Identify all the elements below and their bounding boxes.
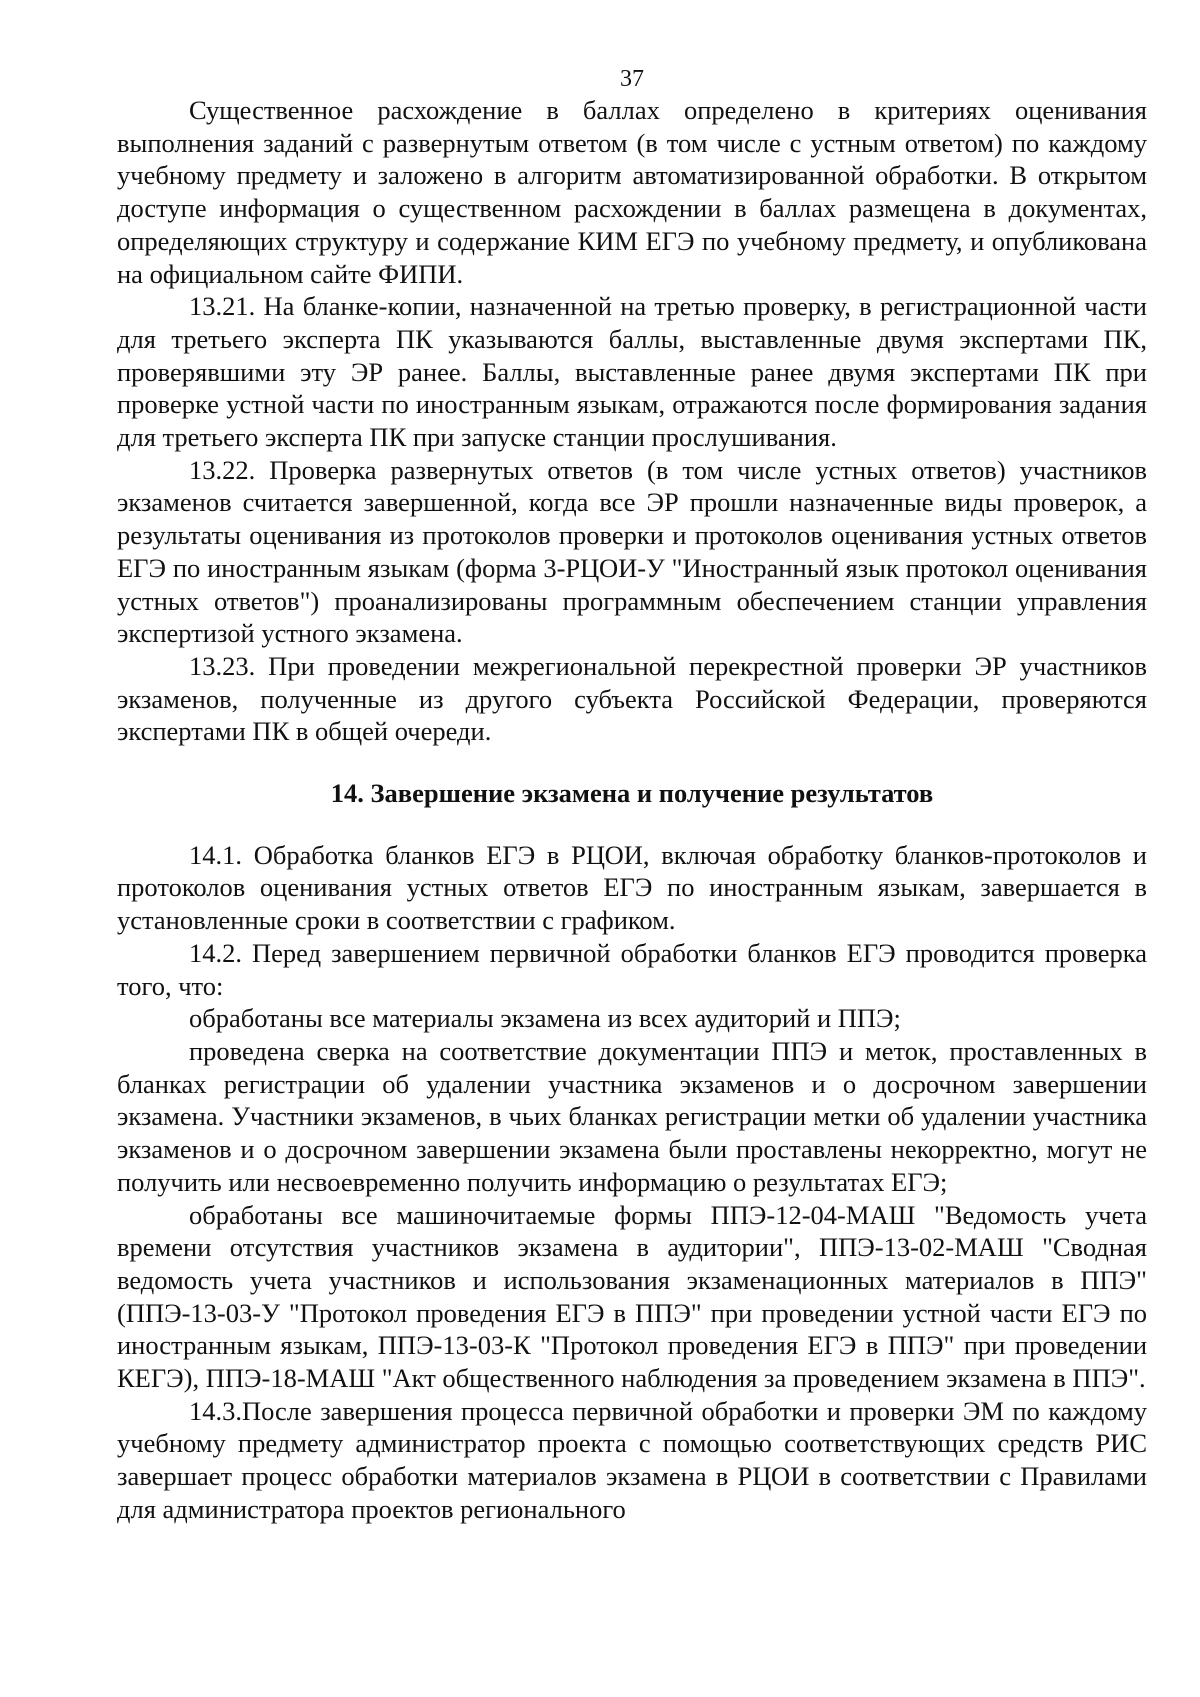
list-item-materials-processed: обработаны все материалы экзамена из всех аудиторий и ППЭ; <box>189 1003 901 1034</box>
paragraph-significant-discrepancy: Существенное расхождение в баллах определено в критериях оценивания выполнения заданий с развернутым ответом (в том числе с устным ответом) по каждому учебному предмету и заложено в алгоритм автоматизированной обработки. В открытом доступе информация о существенном расхождении в баллах размещена в документах, определяющих структуру и содержание КИМ ЕГЭ по учебному предмету, и опубликована на официальном сайте ФИПИ. <box>117 95 1147 289</box>
paragraph-14-1: 14.1. Обработка бланков ЕГЭ в РЦОИ, включая обработку бланков-протоколов и протоколов оценивания устных ответов ЕГЭ по иностранным языкам, завершается в установленные сроки в соответствии с графиком. <box>117 839 1147 936</box>
paragraph-13-23: 13.23. При проведении межрегиональной перекрестной проверки ЭР участников экзаменов, полученные из другого субъекта Российской Федерации, проверяются экспертами ПК в общей очереди. <box>117 650 1147 747</box>
paragraph-13-21: 13.21. На бланке-копии, назначенной на третью проверку, в регистрационной части для третьего эксперта ПК указываются баллы, выставленные двумя экспертами ПК, проверявшими эту ЭР ранее. Баллы, выставленные ранее двумя экспертами ПК при проверке устной части по иностранным языкам, отражаются после формирования задания для третьего эксперта ПК при запуске станции прослушивания. <box>117 291 1147 453</box>
paragraph-13-22: 13.22. Проверка развернутых ответов (в том числе устных ответов) участников экзаменов считается завершенной, когда все ЭР прошли назначенные виды проверок, а результаты оценивания из протоколов проверки и протоколов оценивания устных ответов ЕГЭ по иностранным языкам (форма 3-РЦОИ-У "Иностранный язык протокол оценивания устных ответов") проанализированы программным обеспечением станции управления экспертизой устного экзамена. <box>117 454 1147 649</box>
section-heading: 14. Завершение экзамена и получение результатов <box>330 778 934 809</box>
list-item-reconciliation: проведена сверка на соответствие документации ППЭ и меток, проставленных в бланках регистрации об удалении участника экзаменов и о досрочном завершении экзамена. Участники экзаменов, в чьих бланках регистрации метки об удалении участника экзаменов и о досрочном завершении экзамена были проставлены некорректно, могут не получить или несвоевременно получить информацию о результатах ЕГЭ; <box>117 1035 1147 1197</box>
list-item-machine-readable-forms: обработаны все машиночитаемые формы ППЭ-12-04-МАШ "Ведомость учета времени отсутствия участников экзамена в аудитории", ППЭ-13-02-МАШ "Сводная ведомость учета участников и использования экзаменационных материалов в ППЭ" (ППЭ-13-03-У "Протокол проведения ЕГЭ в ППЭ" при проведении устной части ЕГЭ по иностранным языкам, ППЭ-13-03-К "Протокол проведения ЕГЭ в ППЭ" при проведении КЕГЭ), ППЭ-18-МАШ "Акт общественного наблюдения за проведением экзамена в ППЭ". <box>117 1199 1147 1394</box>
paragraph-14-3: 14.3.После завершения процесса первичной обработки и проверки ЭМ по каждому учебному предмету администратор проекта с помощью соответствующих средств РИС завершает процесс обработки материалов экзамена в РЦОИ в соответствии с Правилами для администратора проектов регионального <box>117 1395 1147 1524</box>
paragraph-14-2: 14.2. Перед завершением первичной обработки бланков ЕГЭ проводится проверка того, что: <box>117 937 1147 1001</box>
page-number: 37 <box>620 66 644 92</box>
document-page <box>117 64 1147 1526</box>
